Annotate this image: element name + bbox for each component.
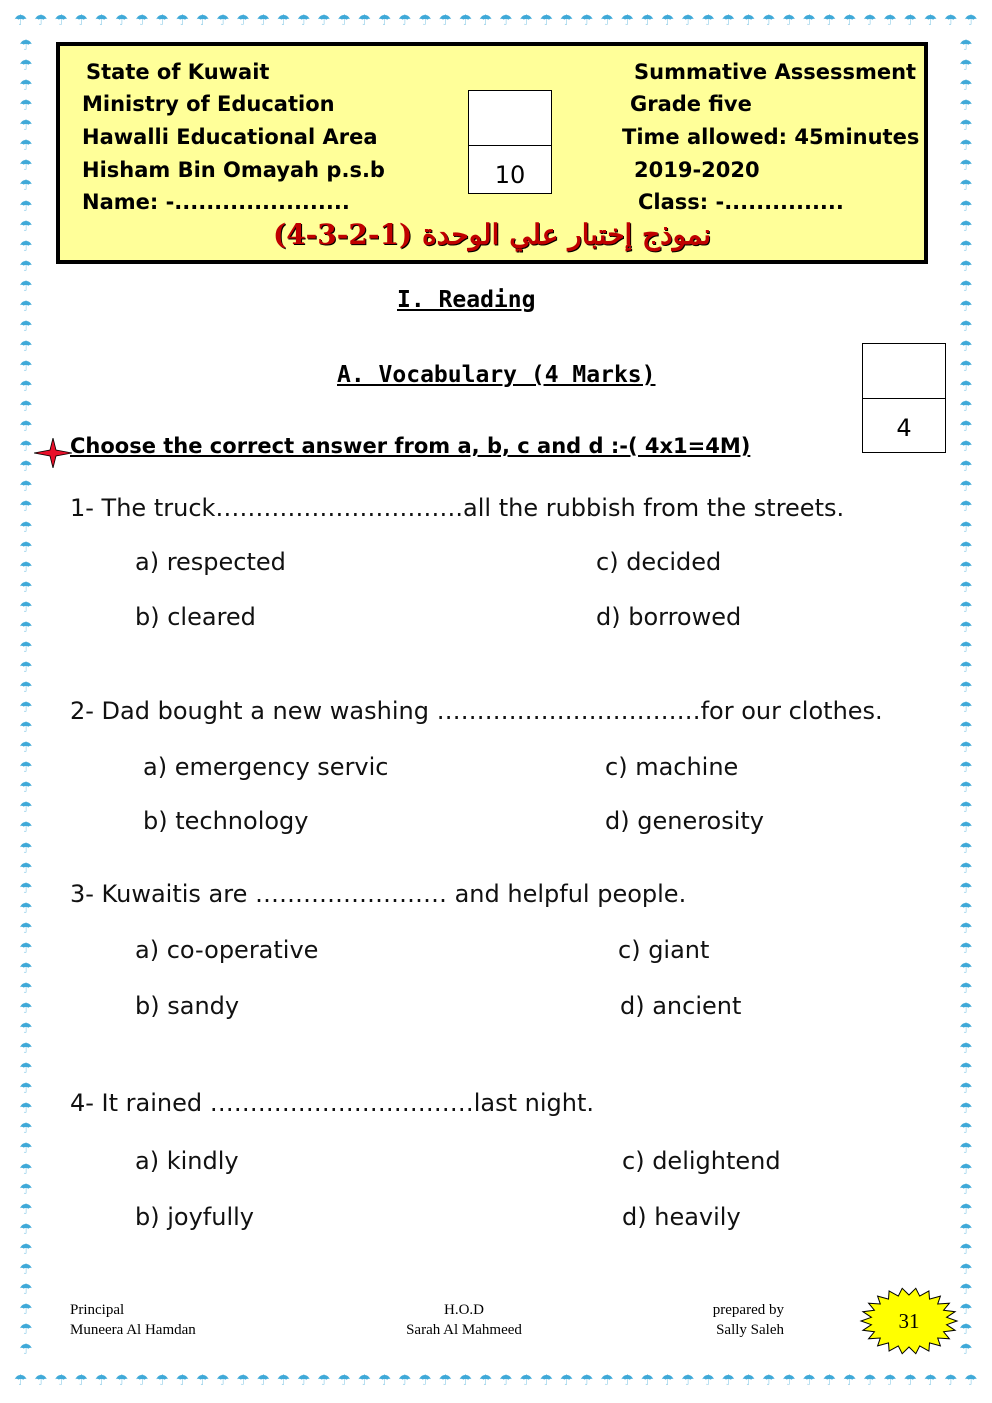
- section-subtitle: A. Vocabulary (4 Marks): [337, 362, 656, 388]
- umbrella-icon: ☂: [959, 858, 973, 877]
- question-3: 3- Kuwaitis are …………………… and helpful people.: [70, 880, 687, 908]
- umbrella-icon: ☂: [959, 958, 973, 977]
- umbrella-icon: ☂: [959, 116, 973, 135]
- q3-option-a[interactable]: a) co-operative: [135, 936, 319, 964]
- umbrella-icon: ☂: [54, 10, 68, 29]
- umbrella-icon: ☂: [19, 296, 33, 315]
- umbrella-icon: ☂: [959, 838, 973, 857]
- umbrella-icon: ☂: [19, 878, 33, 897]
- umbrella-icon: ☂: [842, 1370, 857, 1389]
- umbrella-icon: ☂: [19, 678, 33, 696]
- umbrella-icon: ☂: [19, 236, 33, 255]
- umbrella-icon: ☂: [19, 38, 33, 54]
- umbrella-icon: ☂: [19, 798, 33, 817]
- umbrella-icon: ☂: [458, 10, 473, 29]
- umbrella-icon: ☂: [959, 1119, 973, 1138]
- umbrella-icon: ☂: [19, 1099, 33, 1118]
- footer-principal-title: Principal: [70, 1302, 125, 1318]
- question-4: 4- It rained ……………………………last night.: [70, 1089, 595, 1117]
- umbrella-icon: ☂: [620, 1370, 635, 1389]
- umbrella-icon: ☂: [19, 1079, 33, 1098]
- umbrella-icon: ☂: [458, 1370, 473, 1389]
- umbrella-icon: ☂: [959, 216, 973, 235]
- umbrella-icon: ☂: [19, 999, 33, 1017]
- umbrella-icon: ☂: [539, 10, 554, 29]
- umbrella-icon: ☂: [959, 236, 973, 255]
- umbrella-icon: ☂: [19, 276, 33, 295]
- umbrella-icon: ☂: [19, 1219, 33, 1238]
- umbrella-icon: ☂: [959, 1199, 973, 1218]
- umbrella-icon: ☂: [438, 1370, 453, 1389]
- umbrella-icon: ☂: [74, 10, 89, 29]
- header-area: Hawalli Educational Area: [82, 125, 378, 149]
- umbrella-icon: ☂: [479, 1370, 493, 1389]
- umbrella-icon: ☂: [19, 176, 33, 195]
- umbrella-icon: ☂: [74, 1370, 89, 1389]
- umbrella-icon: ☂: [19, 336, 33, 355]
- umbrella-icon: ☂: [317, 1370, 331, 1389]
- umbrella-icon: ☂: [923, 10, 938, 29]
- umbrella-icon: ☂: [357, 1370, 372, 1389]
- umbrella-icon: ☂: [19, 1299, 33, 1318]
- umbrella-icon: ☂: [19, 216, 33, 235]
- umbrella-icon: ☂: [19, 978, 33, 997]
- header-school: Hisham Bin Omayah p.s.b: [82, 158, 385, 182]
- umbrella-icon: ☂: [681, 10, 695, 29]
- umbrella-icon: ☂: [580, 10, 594, 29]
- umbrella-icon: ☂: [19, 557, 33, 576]
- umbrella-icon: ☂: [195, 1370, 210, 1389]
- umbrella-icon: ☂: [19, 1179, 33, 1198]
- umbrella-icon: ☂: [762, 10, 776, 29]
- umbrella-icon: ☂: [959, 176, 973, 195]
- umbrella-icon: ☂: [54, 1370, 68, 1389]
- footer-hod-name: Sarah Al Mahmeed: [406, 1322, 522, 1338]
- umbrella-icon: ☂: [418, 10, 432, 29]
- umbrella-icon: ☂: [19, 698, 33, 717]
- umbrella-icon: ☂: [19, 357, 33, 375]
- umbrella-icon: ☂: [276, 1370, 291, 1389]
- umbrella-icon: ☂: [661, 10, 675, 29]
- header-year: 2019-2020: [634, 158, 760, 182]
- header-class-field[interactable]: Class: -...............: [638, 190, 844, 214]
- q2-option-b[interactable]: b) technology: [143, 807, 309, 835]
- umbrella-icon: ☂: [959, 999, 973, 1017]
- umbrella-icon: ☂: [398, 1370, 412, 1389]
- q3-option-c[interactable]: c) giant: [618, 936, 710, 964]
- instruction-text: Choose the correct answer from a, b, c and d :-( 4x1=4M): [70, 434, 751, 458]
- umbrella-icon: ☂: [19, 738, 33, 757]
- umbrella-icon: ☂: [19, 938, 33, 957]
- umbrella-icon: ☂: [216, 10, 230, 29]
- umbrella-icon: ☂: [19, 497, 33, 516]
- q2-option-c[interactable]: c) machine: [605, 753, 739, 781]
- umbrella-icon: ☂: [19, 1139, 33, 1158]
- umbrella-icon: ☂: [19, 637, 33, 656]
- umbrella-icon: ☂: [822, 10, 837, 29]
- umbrella-icon: ☂: [762, 1370, 776, 1389]
- umbrella-icon: ☂: [721, 1370, 736, 1389]
- umbrella-icon: ☂: [19, 778, 33, 797]
- umbrella-icon: ☂: [256, 1370, 271, 1389]
- umbrella-icon: ☂: [19, 457, 33, 476]
- umbrella-icon: ☂: [519, 10, 533, 29]
- umbrella-icon: ☂: [297, 1370, 311, 1389]
- q4-option-d[interactable]: d) heavily: [622, 1203, 741, 1231]
- umbrella-icon: ☂: [959, 357, 973, 375]
- umbrella-icon: ☂: [959, 397, 973, 416]
- umbrella-icon: ☂: [959, 1239, 973, 1258]
- umbrella-icon: ☂: [959, 678, 973, 696]
- header-name-field[interactable]: Name: -......................: [82, 190, 350, 214]
- umbrella-icon: ☂: [959, 296, 973, 315]
- umbrella-icon: ☂: [959, 698, 973, 717]
- umbrella-icon: ☂: [959, 778, 973, 797]
- umbrella-icon: ☂: [195, 10, 210, 29]
- umbrella-icon: ☂: [418, 1370, 432, 1389]
- umbrella-icon: ☂: [944, 10, 958, 29]
- umbrella-icon: ☂: [19, 417, 33, 436]
- umbrella-icon: ☂: [559, 10, 574, 29]
- umbrella-icon: ☂: [959, 537, 973, 556]
- umbrella-icon: ☂: [959, 1159, 973, 1178]
- umbrella-icon: ☂: [600, 10, 614, 29]
- page-border-right: [954, 38, 978, 1358]
- umbrella-icon: ☂: [519, 1370, 533, 1389]
- umbrella-icon: ☂: [959, 477, 973, 496]
- umbrella-icon: ☂: [959, 577, 973, 596]
- umbrella-icon: ☂: [19, 818, 33, 837]
- umbrella-icon: ☂: [959, 637, 973, 656]
- umbrella-icon: ☂: [959, 316, 973, 335]
- umbrella-icon: ☂: [701, 10, 715, 29]
- umbrella-icon: ☂: [19, 838, 33, 857]
- umbrella-icon: ☂: [959, 96, 973, 115]
- umbrella-icon: ☂: [377, 1370, 392, 1389]
- umbrella-icon: ☂: [19, 918, 33, 937]
- umbrella-icon: ☂: [959, 898, 973, 917]
- header-assessment: Summative Assessment: [634, 60, 917, 84]
- umbrella-icon: ☂: [959, 798, 973, 817]
- question-2: 2- Dad bought a new washing ……………………………for our clothes.: [70, 697, 883, 725]
- umbrella-icon: ☂: [19, 1239, 33, 1258]
- footer-prepared-name: Sally Saleh: [716, 1322, 784, 1338]
- umbrella-icon: ☂: [883, 10, 897, 29]
- q1-option-b[interactable]: b) cleared: [135, 603, 256, 631]
- umbrella-icon: ☂: [782, 10, 796, 29]
- umbrella-icon: ☂: [34, 1370, 48, 1389]
- umbrella-icon: ☂: [741, 1370, 756, 1389]
- umbrella-icon: ☂: [19, 858, 33, 877]
- umbrella-icon: ☂: [19, 477, 33, 496]
- umbrella-icon: ☂: [959, 1039, 973, 1058]
- umbrella-icon: ☂: [94, 1370, 109, 1389]
- q3-option-d[interactable]: d) ancient: [620, 992, 742, 1020]
- umbrella-icon: ☂: [19, 577, 33, 596]
- umbrella-icon: ☂: [959, 76, 973, 95]
- umbrella-icon: ☂: [19, 196, 33, 215]
- umbrella-icon: ☂: [337, 10, 351, 29]
- umbrella-icon: ☂: [19, 437, 33, 456]
- umbrella-icon: ☂: [155, 10, 169, 29]
- umbrella-icon: ☂: [19, 657, 33, 676]
- umbrella-icon: ☂: [19, 1059, 33, 1078]
- q1-option-c[interactable]: c) decided: [596, 548, 722, 576]
- arabic-title: نموذج إختبار علي الوحدة (1-2-3-4): [272, 218, 712, 251]
- section-marks-value: 4: [896, 414, 912, 442]
- total-score-value: 10: [494, 161, 526, 189]
- q4-option-a[interactable]: a) kindly: [135, 1147, 239, 1175]
- umbrella-icon: ☂: [802, 1370, 816, 1389]
- q4-option-c[interactable]: c) delightend: [622, 1147, 781, 1175]
- umbrella-icon: ☂: [661, 1370, 675, 1389]
- umbrella-icon: ☂: [297, 10, 311, 29]
- umbrella-icon: ☂: [580, 1370, 594, 1389]
- umbrella-icon: ☂: [317, 10, 331, 29]
- umbrella-icon: ☂: [923, 1370, 938, 1389]
- page-number: 31: [898, 1309, 920, 1333]
- umbrella-icon: ☂: [959, 156, 973, 175]
- umbrella-icon: ☂: [34, 10, 48, 29]
- umbrella-icon: ☂: [959, 818, 973, 837]
- umbrella-icon: ☂: [559, 1370, 574, 1389]
- umbrella-icon: ☂: [959, 437, 973, 456]
- footer-principal-name: Muneera Al Hamdan: [70, 1322, 196, 1338]
- q1-option-d[interactable]: d) borrowed: [596, 603, 742, 631]
- umbrella-icon: ☂: [959, 557, 973, 576]
- umbrella-icon: ☂: [782, 1370, 796, 1389]
- umbrella-icon: ☂: [959, 196, 973, 215]
- umbrella-icon: ☂: [959, 1299, 973, 1318]
- umbrella-icon: ☂: [19, 958, 33, 977]
- umbrella-icon: ☂: [14, 10, 28, 29]
- umbrella-icon: ☂: [959, 56, 973, 75]
- umbrella-icon: ☂: [19, 517, 33, 536]
- umbrella-icon: ☂: [944, 1370, 958, 1389]
- q4-option-b[interactable]: b) joyfully: [135, 1203, 254, 1231]
- umbrella-icon: ☂: [115, 1370, 129, 1389]
- umbrella-icon: ☂: [863, 1370, 877, 1389]
- umbrella-icon: ☂: [19, 597, 33, 616]
- umbrella-icon: ☂: [959, 276, 973, 295]
- umbrella-icon: ☂: [959, 878, 973, 897]
- umbrella-icon: ☂: [499, 1370, 513, 1389]
- umbrella-icon: ☂: [959, 938, 973, 957]
- umbrella-icon: ☂: [701, 1370, 715, 1389]
- umbrella-icon: ☂: [959, 1340, 973, 1358]
- footer-principal: [70, 1300, 196, 1340]
- umbrella-icon: ☂: [959, 1079, 973, 1098]
- umbrella-icon: ☂: [741, 10, 756, 29]
- umbrella-icon: ☂: [19, 397, 33, 416]
- umbrella-icon: ☂: [959, 718, 973, 737]
- umbrella-icon: ☂: [959, 1279, 973, 1298]
- umbrella-icon: ☂: [959, 978, 973, 997]
- umbrella-icon: ☂: [959, 377, 973, 396]
- umbrella-icon: ☂: [959, 1059, 973, 1078]
- umbrella-icon: ☂: [959, 1219, 973, 1238]
- umbrella-icon: ☂: [959, 1019, 973, 1038]
- umbrella-icon: ☂: [600, 1370, 614, 1389]
- umbrella-icon: ☂: [964, 10, 978, 29]
- umbrella-icon: ☂: [398, 10, 412, 29]
- umbrella-icon: ☂: [19, 76, 33, 95]
- footer-prepared: [700, 1300, 784, 1340]
- umbrella-icon: ☂: [903, 10, 918, 29]
- umbrella-icon: ☂: [19, 316, 33, 335]
- umbrella-icon: ☂: [236, 10, 250, 29]
- page-border-left: [14, 38, 38, 1358]
- section-marks-box: [862, 343, 946, 453]
- umbrella-icon: ☂: [19, 96, 33, 115]
- q1-option-a[interactable]: a) respected: [135, 548, 286, 576]
- umbrella-icon: ☂: [539, 1370, 554, 1389]
- q2-option-a[interactable]: a) emergency servic: [143, 753, 389, 781]
- umbrella-icon: ☂: [19, 617, 33, 636]
- umbrella-icon: ☂: [959, 417, 973, 436]
- umbrella-icon: ☂: [19, 718, 33, 737]
- four-point-star-icon: [34, 438, 72, 468]
- umbrella-icon: ☂: [19, 537, 33, 556]
- umbrella-icon: ☂: [276, 10, 291, 29]
- footer-prepared-title: prepared by: [712, 1302, 784, 1318]
- umbrella-icon: ☂: [19, 1279, 33, 1298]
- umbrella-icon: ☂: [959, 517, 973, 536]
- umbrella-icon: ☂: [155, 1370, 169, 1389]
- umbrella-icon: ☂: [959, 136, 973, 155]
- umbrella-icon: ☂: [337, 1370, 351, 1389]
- umbrella-icon: ☂: [959, 1179, 973, 1198]
- header-country: State of Kuwait: [86, 60, 270, 84]
- question-1: 1- The truck………………………….all the rubbish from the streets.: [70, 494, 845, 522]
- umbrella-icon: ☂: [822, 1370, 837, 1389]
- umbrella-icon: ☂: [959, 617, 973, 636]
- header-time: Time allowed: 45minutes: [622, 125, 920, 149]
- header-ministry: Ministry of Education: [82, 92, 335, 116]
- umbrella-icon: ☂: [959, 497, 973, 516]
- umbrella-icon: ☂: [19, 1159, 33, 1178]
- umbrella-icon: ☂: [802, 10, 816, 29]
- umbrella-icon: ☂: [959, 1259, 973, 1278]
- umbrella-icon: ☂: [216, 1370, 230, 1389]
- umbrella-icon: ☂: [175, 1370, 190, 1389]
- footer-hod: [398, 1300, 530, 1340]
- umbrella-icon: ☂: [115, 10, 129, 29]
- umbrella-icon: ☂: [19, 1199, 33, 1218]
- umbrella-icon: ☂: [19, 116, 33, 135]
- page-border-bottom: [14, 1368, 978, 1392]
- umbrella-icon: ☂: [640, 10, 655, 29]
- umbrella-icon: ☂: [959, 758, 973, 777]
- q3-option-b[interactable]: b) sandy: [135, 992, 240, 1020]
- footer-hod-title: H.O.D: [444, 1302, 484, 1318]
- umbrella-icon: ☂: [19, 136, 33, 155]
- umbrella-icon: ☂: [19, 1039, 33, 1058]
- umbrella-icon: ☂: [681, 1370, 695, 1389]
- umbrella-icon: ☂: [499, 10, 513, 29]
- umbrella-icon: ☂: [959, 457, 973, 476]
- umbrella-icon: ☂: [19, 1320, 33, 1338]
- umbrella-icon: ☂: [959, 336, 973, 355]
- umbrella-icon: ☂: [19, 56, 33, 75]
- umbrella-icon: ☂: [959, 256, 973, 275]
- exam-header: [56, 42, 928, 264]
- umbrella-icon: ☂: [357, 10, 372, 29]
- umbrella-icon: ☂: [19, 1019, 33, 1038]
- umbrella-icon: ☂: [479, 10, 493, 29]
- umbrella-icon: ☂: [959, 918, 973, 937]
- umbrella-icon: ☂: [14, 1370, 28, 1389]
- umbrella-icon: ☂: [620, 10, 635, 29]
- umbrella-icon: ☂: [19, 156, 33, 175]
- page-border-top: [14, 8, 978, 32]
- umbrella-icon: ☂: [236, 1370, 250, 1389]
- umbrella-icon: ☂: [959, 1320, 973, 1338]
- header-grade: Grade five: [630, 92, 752, 116]
- umbrella-icon: ☂: [135, 1370, 149, 1389]
- total-score-box: [468, 90, 552, 194]
- umbrella-icon: ☂: [438, 10, 453, 29]
- umbrella-icon: ☂: [959, 738, 973, 757]
- umbrella-icon: ☂: [19, 1259, 33, 1278]
- umbrella-icon: ☂: [19, 256, 33, 275]
- umbrella-icon: ☂: [959, 38, 973, 54]
- umbrella-icon: ☂: [883, 1370, 897, 1389]
- umbrella-icon: ☂: [19, 758, 33, 777]
- umbrella-icon: ☂: [19, 1119, 33, 1138]
- umbrella-icon: ☂: [94, 10, 109, 29]
- umbrella-icon: ☂: [842, 10, 857, 29]
- q2-option-d[interactable]: d) generosity: [605, 807, 765, 835]
- umbrella-icon: ☂: [19, 898, 33, 917]
- umbrella-icon: ☂: [959, 597, 973, 616]
- umbrella-icon: ☂: [377, 10, 392, 29]
- umbrella-icon: ☂: [863, 10, 877, 29]
- umbrella-icon: ☂: [175, 10, 190, 29]
- umbrella-icon: ☂: [903, 1370, 918, 1389]
- umbrella-icon: ☂: [959, 1099, 973, 1118]
- umbrella-icon: ☂: [721, 10, 736, 29]
- umbrella-icon: ☂: [640, 1370, 655, 1389]
- umbrella-icon: ☂: [959, 1139, 973, 1158]
- section-title: I. Reading: [397, 287, 536, 313]
- umbrella-icon: ☂: [135, 10, 149, 29]
- umbrella-icon: ☂: [964, 1370, 978, 1389]
- umbrella-icon: ☂: [256, 10, 271, 29]
- umbrella-icon: ☂: [959, 657, 973, 676]
- umbrella-icon: ☂: [19, 1340, 33, 1358]
- umbrella-icon: ☂: [19, 377, 33, 396]
